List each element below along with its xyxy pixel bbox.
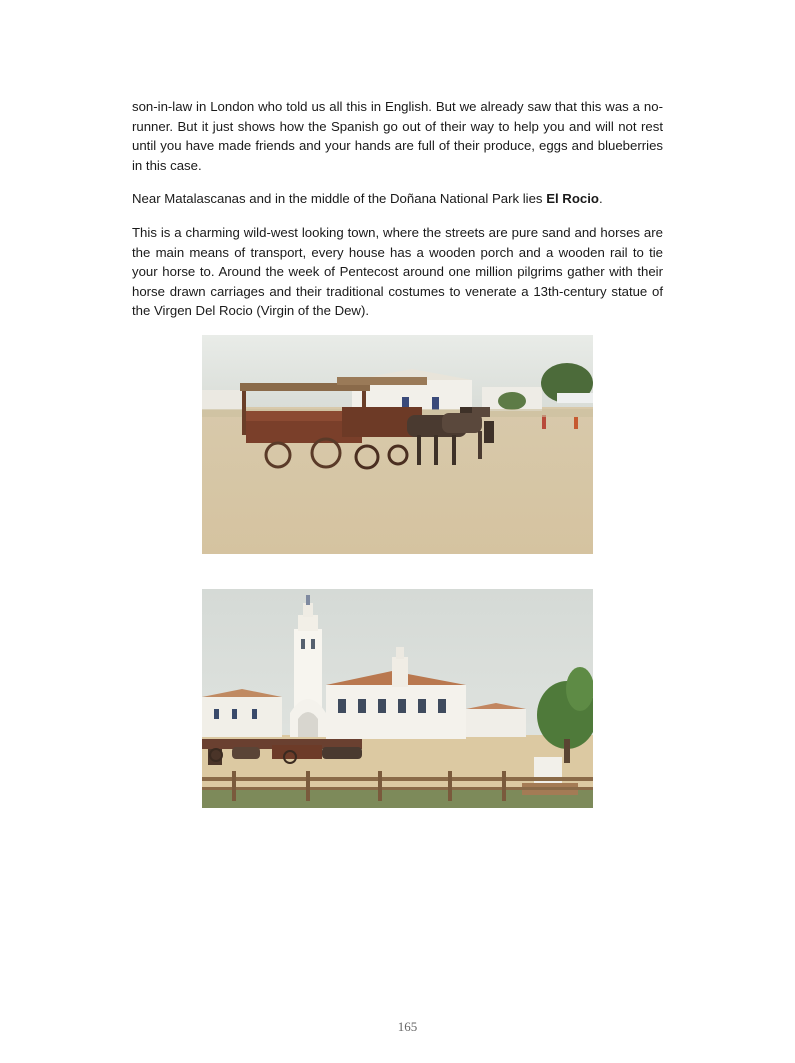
page-number: 165 xyxy=(397,1019,418,1034)
paragraph-3: This is a charming wild-west looking town, where the streets are pure sand and horses are the main means of transport, every house has a wooden porch and a wooden rail to tie your horse to. Around the week of Pentecost around one million pilgrims gather with their horse drawn carriages and their traditional costumes to venerate a 13th-century statue of the Virgen Del Rocio (Virgin of the Dew). xyxy=(132,224,663,319)
paragraph-2-text: Near Matalascanas and in the middle of the Doñana National Park lies xyxy=(132,191,547,207)
body-text xyxy=(132,97,663,335)
photo-horse-carriages xyxy=(202,335,593,554)
paragraph-2-end: . xyxy=(598,191,603,207)
paragraph-2 xyxy=(132,189,663,209)
place-name-bold: El Rocio xyxy=(546,191,599,207)
paragraph-1: son-in-law in London who told us all this in English. But we already saw that this was a no-runner. But it just shows how the Spanish go out of their way to help you and will not rest until you have made friends and your hands are full of their produce, eggs and blueberries in this case. xyxy=(132,99,663,173)
photo-rocio-church xyxy=(202,589,593,808)
